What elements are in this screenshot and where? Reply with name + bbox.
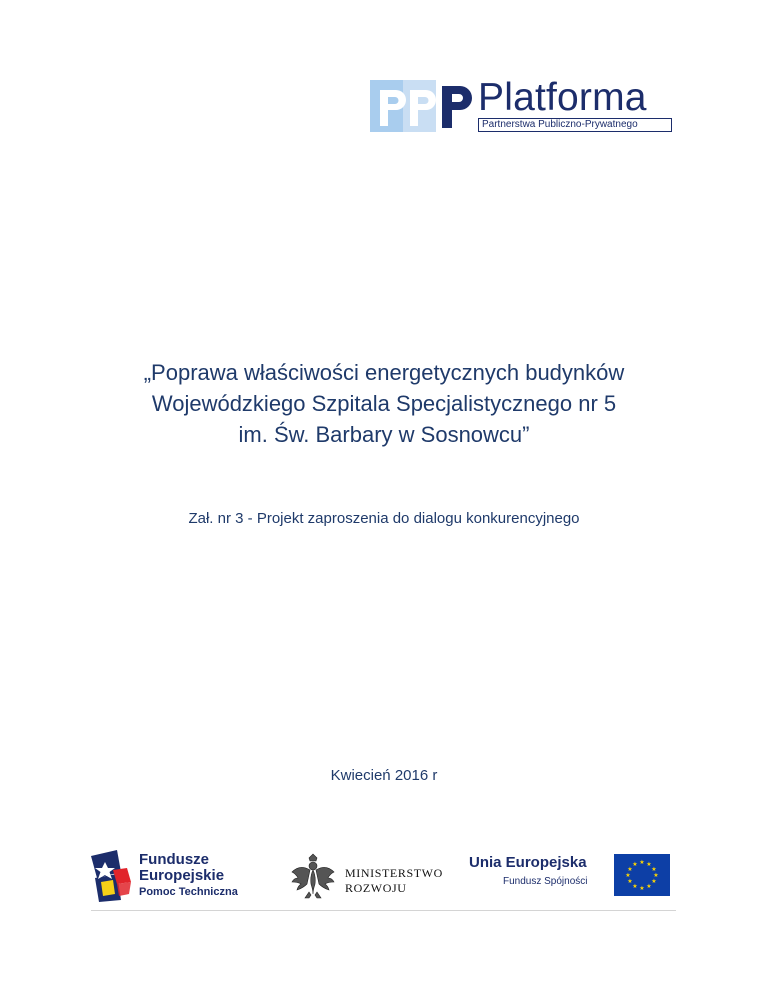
svg-text:★: ★: [639, 885, 645, 892]
ppp-tagline: Partnerstwa Publiczno-Prywatnego: [478, 118, 672, 132]
svg-text:★: ★: [646, 883, 652, 890]
document-title: [40, 357, 728, 450]
document-subtitle: Zał. nr 3 - Projekt zaproszenia do dialogu konkurencyjnego: [188, 510, 580, 527]
ppp-platforma-logo: [370, 76, 672, 132]
ministry-line-2: ROZWOJU: [345, 881, 407, 895]
svg-text:★: ★: [627, 878, 633, 885]
fundusze-europejskie-star-icon: [91, 848, 135, 902]
svg-text:★: ★: [651, 866, 657, 873]
title-line-1: „Poprawa właściwości energetycznych budynków: [143, 360, 625, 385]
fundusze-europejskie-logo: [91, 846, 251, 904]
svg-text:★: ★: [632, 861, 638, 868]
svg-text:★: ★: [625, 872, 631, 879]
ppp-logo-mark-icon: [370, 80, 478, 132]
title-line-3: im. Św. Barbary w Sosnowcu”: [238, 422, 530, 447]
svg-text:★: ★: [651, 878, 657, 885]
ppp-brand-name: Platforma: [478, 76, 647, 119]
ministerstwo-rozwoju-logo: [289, 852, 449, 900]
eu-fund: Fundusz Spójności: [503, 876, 588, 887]
eu-flag-icon: [614, 854, 670, 896]
document-date: Kwiecień 2016 r: [330, 767, 438, 784]
svg-text:★: ★: [646, 861, 652, 868]
ministry-line-1: MINISTERSTWO: [345, 866, 443, 880]
fe-line-3: Pomoc Techniczna: [139, 886, 238, 898]
polish-eagle-emblem-icon: [289, 852, 337, 900]
footer-logo-strip: [91, 840, 676, 911]
svg-text:★: ★: [639, 859, 645, 866]
title-line-2: Wojewódzkiego Szpitala Specjalistycznego nr 5: [151, 391, 617, 416]
svg-text:★: ★: [653, 872, 659, 879]
svg-text:★: ★: [627, 866, 633, 873]
svg-text:★: ★: [632, 883, 638, 890]
fe-line-2: Europejskie: [139, 867, 225, 884]
unia-europejska-logo: [469, 854, 676, 902]
fe-line-1: Fundusze: [139, 851, 209, 868]
eu-name: Unia Europejska: [469, 854, 587, 871]
